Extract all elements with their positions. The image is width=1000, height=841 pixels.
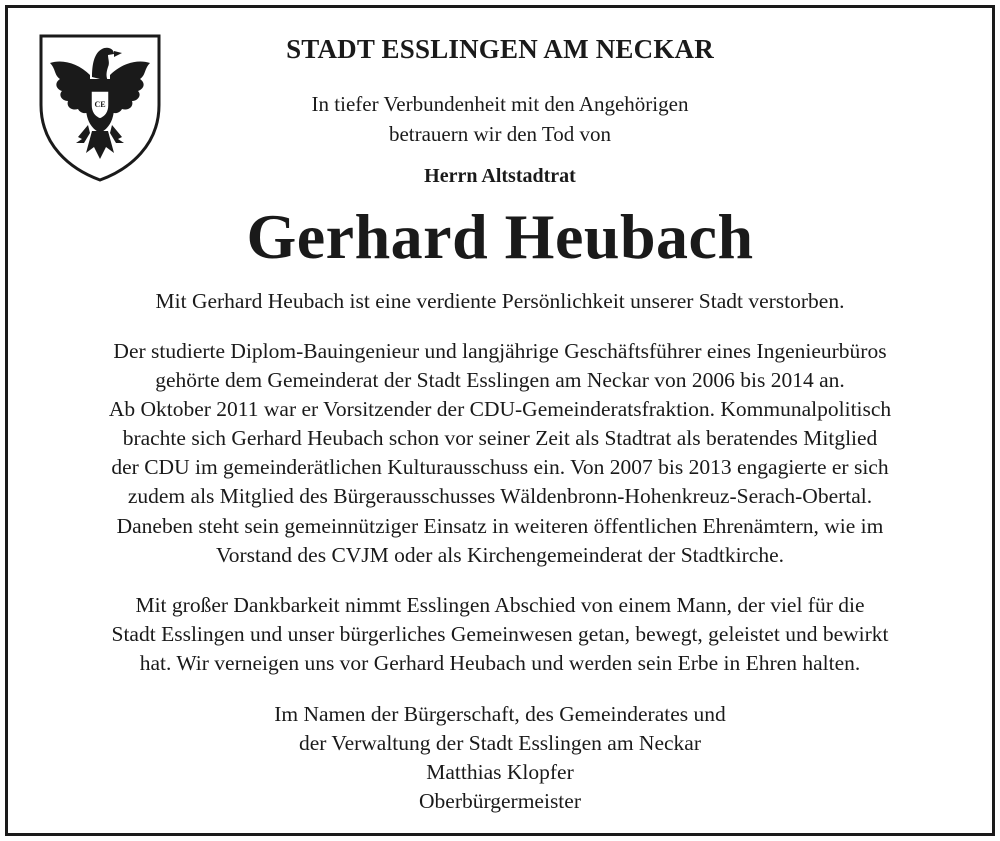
paragraph1-line: gehörte dem Gemeinderat der Stadt Esslingen am Neckar von 2006 bis 2014 an. [155, 368, 845, 392]
paragraph1-line: Der studierte Diplom-Bauingenieur und langjährige Geschäftsführer eines Ingenieurbüros [113, 339, 887, 363]
intro-line-2: betrauern wir den Tod von [388, 122, 612, 146]
signature-line: Im Namen der Bürgerschaft, des Gemeinderates und [274, 702, 726, 726]
paragraph2-line: hat. Wir verneigen uns vor Gerhard Heubach und werden sein Erbe in Ehren halten. [139, 651, 861, 675]
paragraph1-line: Vorstand des CVJM oder als Kirchengemeinderat der Stadtkirche. [215, 543, 784, 567]
crest-monogram: CE [94, 100, 106, 109]
paragraph1-line: brachte sich Gerhard Heubach schon vor seiner Zeit als Stadtrat als beratendes Mitglied [122, 426, 878, 450]
paragraph1-line: zudem als Mitglied des Bürgerausschusses Wäldenbronn-Hohenkreuz-Serach-Obertal. [127, 484, 873, 508]
lead-sentence: Mit Gerhard Heubach ist eine verdiente Persönlichkeit unserer Stadt verstorben. [155, 289, 845, 313]
deceased-title: Herrn Altstadtrat [424, 165, 576, 187]
paragraph2-line: Stadt Esslingen und unser bürgerliches Gemeinwesen getan, bewegt, geleistet und bewirkt [111, 622, 889, 646]
paragraph1-line: Daneben steht sein gemeinnütziger Einsatz in weiteren öffentlichen Ehrenämtern, wie im [116, 514, 884, 538]
signer-name: Matthias Klopfer [426, 760, 574, 784]
signer-role: Oberbürgermeister [419, 789, 581, 813]
paragraph2-line: Mit großer Dankbarkeit nimmt Esslingen Abschied von einem Mann, der viel für die [135, 593, 865, 617]
paragraph1-line: der CDU im gemeinderätlichen Kulturausschuss ein. Von 2007 bis 2013 engagierte er sich [111, 455, 889, 479]
signature-line: der Verwaltung der Stadt Esslingen am Neckar [298, 731, 701, 755]
deceased-name: Gerhard Heubach [246, 201, 754, 272]
paragraph1-line: Ab Oktober 2011 war er Vorsitzender der CDU-Gemeinderatsfraktion. Kommunalpolitisch [108, 397, 892, 421]
intro-line-1: In tiefer Verbundenheit mit den Angehörigen [311, 92, 689, 116]
organization-heading: STADT ESSLINGEN AM NECKAR [286, 34, 714, 64]
